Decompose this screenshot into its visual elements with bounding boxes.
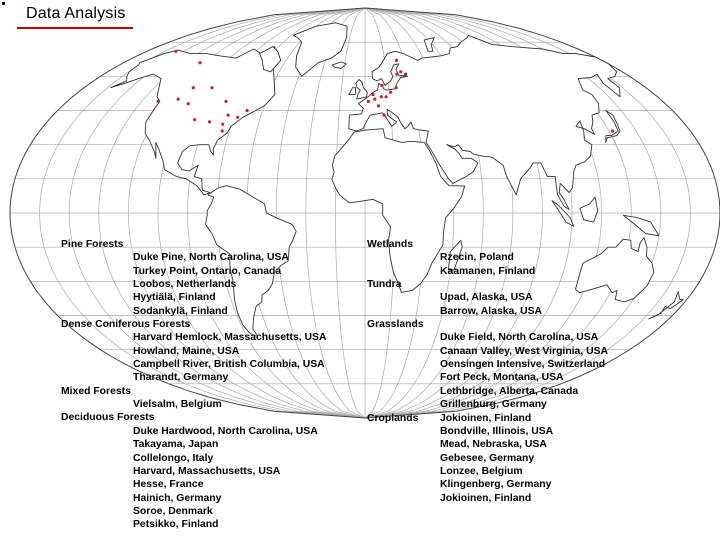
site-name: Bondville, Illinois, USA <box>440 425 554 437</box>
site-name: Gebesee, Germany <box>440 452 535 464</box>
site-marker <box>187 102 190 105</box>
site-name: Canaan Valley, West Virginia, USA <box>440 345 609 357</box>
site-marker <box>371 93 374 96</box>
landmass-britain <box>356 80 368 100</box>
landmass-borneo <box>580 197 598 222</box>
landmass-new-zealand <box>649 292 684 319</box>
site-marker <box>367 100 370 103</box>
site-name: Rzecin, Poland <box>440 252 514 264</box>
site-marker <box>221 123 224 126</box>
site-group <box>440 251 535 278</box>
site-name: Turkey Point, Ontario, Canada <box>133 265 282 277</box>
site-name: Kaamanen, Finland <box>440 265 536 277</box>
site-marker <box>383 114 386 117</box>
site-marker <box>221 129 224 132</box>
site-name: Vielsalm, Belgium <box>133 399 222 411</box>
site-name: Harvard Hemlock, Massachusetts, USA <box>133 332 327 344</box>
site-name: Collelongo, Italy <box>133 452 214 464</box>
site-marker <box>236 116 239 119</box>
site-name: Mead, Nebraska, USA <box>440 439 547 451</box>
site-name: Barrow, Alaska, USA <box>440 305 543 317</box>
site-name: Loobos, Netherlands <box>133 279 237 291</box>
landmass-new-guinea <box>623 215 659 236</box>
site-marker <box>399 70 402 73</box>
site-name: Klingenberg, Germany <box>440 479 552 491</box>
site-marker <box>199 61 202 64</box>
site-marker <box>389 91 392 94</box>
site-name: Sodankylä, Finland <box>133 305 228 317</box>
site-marker <box>380 95 383 98</box>
site-marker <box>395 86 398 89</box>
site-name: Petsikko, Finland <box>133 519 219 531</box>
site-marker <box>157 100 160 103</box>
site-marker <box>373 98 376 101</box>
site-name: Jokioinen, Finland <box>440 492 532 504</box>
site-name: Hainich, Germany <box>133 492 222 504</box>
site-group <box>440 331 608 424</box>
category-label: Deciduous Forests <box>61 412 155 424</box>
site-marker <box>177 98 180 101</box>
site-marker <box>404 73 407 76</box>
category-label: Dense Coniferous Forests <box>61 319 191 331</box>
site-marker <box>395 73 398 76</box>
site-marker <box>192 86 195 89</box>
site-marker <box>208 120 211 123</box>
site-marker <box>210 86 213 89</box>
site-name: Duke Hardwood, North Carolina, USA <box>133 425 318 437</box>
site-group <box>440 425 553 505</box>
site-name: Howland, Maine, USA <box>133 345 240 357</box>
site-marker <box>246 109 249 112</box>
site-marker <box>377 104 380 107</box>
site-marker <box>395 59 398 62</box>
site-marker <box>385 95 388 98</box>
category-label: Mixed Forests <box>61 385 131 397</box>
site-marker <box>611 129 614 132</box>
left-site-list <box>61 238 326 532</box>
landmass-novaya-zemlya <box>424 38 434 52</box>
category-label: Grasslands <box>367 319 424 331</box>
site-name: Lonzee, Belgium <box>440 465 523 477</box>
site-name: Upad, Alaska, USA <box>440 292 533 304</box>
site-name: Hesse, France <box>133 479 204 491</box>
site-name: Oensingen Intensive, Switzerland <box>440 359 606 371</box>
category-label: Tundra <box>367 279 402 291</box>
site-name: Lethbridge, Alberta, Canada <box>440 385 579 397</box>
category-label: Wetlands <box>367 239 413 250</box>
site-marker <box>224 100 227 103</box>
site-name: Jokioinen, Finland <box>440 412 532 424</box>
landmass-north-america <box>111 47 276 195</box>
landmass-ireland <box>349 88 356 95</box>
site-marker <box>380 84 383 87</box>
site-marker <box>227 114 230 117</box>
site-name: Hyytiälä, Finland <box>133 292 216 304</box>
site-marker <box>174 50 177 53</box>
category-label: Croplands <box>367 412 419 424</box>
site-name: Tharandt, Germany <box>133 372 229 384</box>
site-name: Takayama, Japan <box>133 439 219 451</box>
site-name: Campbell River, British Columbia, USA <box>133 359 325 371</box>
category-label: Pine Forests <box>61 239 124 250</box>
site-name: Duke Field, North Carolina, USA <box>440 332 599 344</box>
slide-title: Data Analysis <box>26 5 126 22</box>
site-group <box>440 291 542 318</box>
site-name: Fort Peck, Montana, USA <box>440 372 564 384</box>
site-name: Duke Pine, North Carolina, USA <box>133 252 289 264</box>
site-name: Grillenburg, Germany <box>440 399 547 411</box>
site-marker <box>193 118 196 121</box>
site-name: Harvard, Massachusetts, USA <box>133 465 281 477</box>
site-name: Soroe, Denmark <box>133 505 213 517</box>
